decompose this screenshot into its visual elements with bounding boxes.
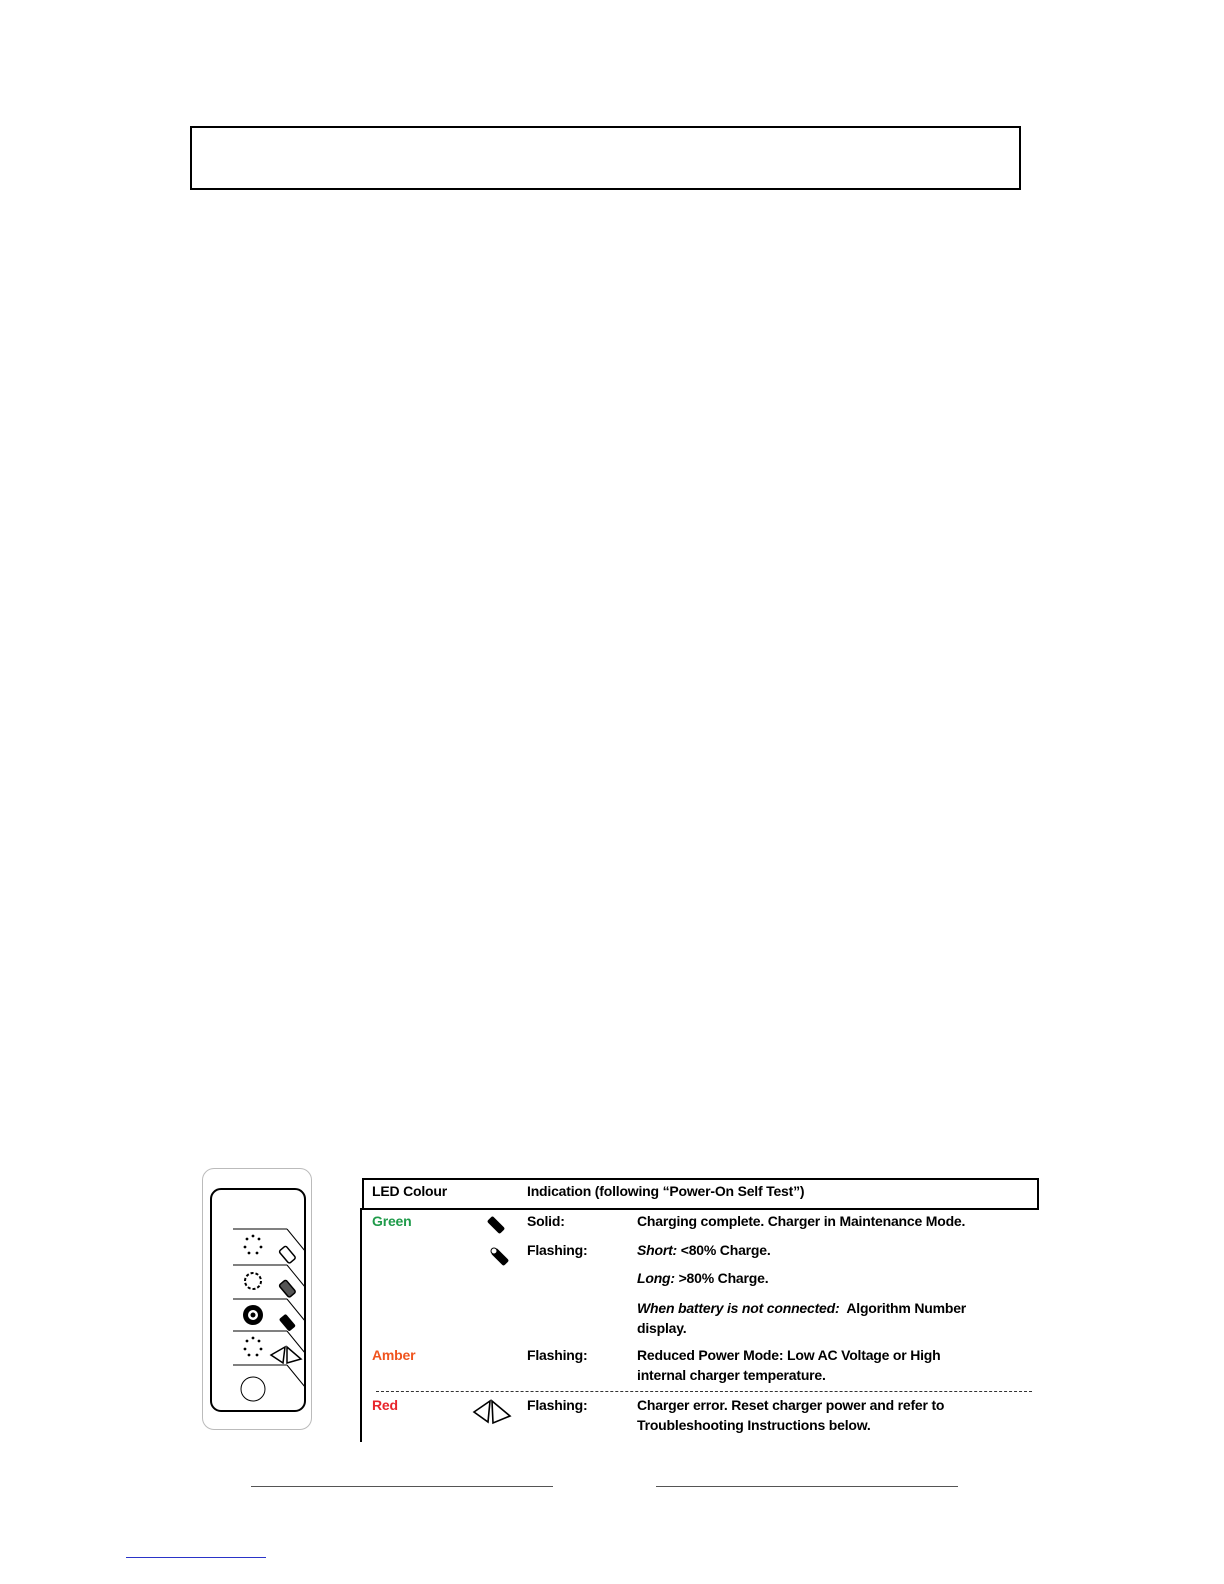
charger-led-panel — [202, 1168, 312, 1430]
battery-solid-icon — [484, 1214, 510, 1236]
amber-text-2: internal charger temperature. — [637, 1367, 826, 1383]
green-nobatt-line — [637, 1298, 966, 1318]
led-colour-red: Red — [372, 1397, 398, 1413]
amber-mode: Flashing: — [527, 1347, 588, 1363]
footer-rule-right — [656, 1486, 958, 1487]
green-long-line — [637, 1268, 768, 1288]
header-led-colour: LED Colour — [372, 1183, 447, 1199]
header-indication: Indication (following “Power-On Self Test”) — [527, 1183, 805, 1199]
short-label: Short: — [637, 1242, 678, 1258]
red-text-2: Troubleshooting Instructions below. — [637, 1417, 871, 1433]
nobatt-text: Algorithm Number — [846, 1300, 967, 1316]
footer-link-rule — [126, 1557, 266, 1558]
red-text-1: Charger error. Reset charger power and refer to — [637, 1397, 945, 1413]
led-colour-green: Green — [372, 1213, 412, 1229]
row-divider-dashed — [376, 1391, 1032, 1392]
footer-rule-left — [251, 1486, 553, 1487]
green-solid-text: Charging complete. Charger in Maintenance Mode. — [637, 1213, 966, 1229]
green-solid-mode: Solid: — [527, 1213, 565, 1229]
amber-text-1: Reduced Power Mode: Low AC Voltage or High — [637, 1347, 941, 1363]
charger-led-panel-icon — [203, 1169, 313, 1431]
header-box — [190, 126, 1021, 190]
green-nobatt-line2: display. — [637, 1320, 687, 1336]
green-flash-mode: Flashing: — [527, 1242, 588, 1258]
battery-flashing-icon — [487, 1244, 513, 1270]
led-table-left-rule — [360, 1208, 362, 1442]
long-label: Long: — [637, 1270, 675, 1286]
short-text: <80% Charge. — [680, 1242, 771, 1258]
warning-triangles-icon — [472, 1398, 514, 1426]
nobatt-label: When battery is not connected: — [637, 1300, 840, 1316]
long-text: >80% Charge. — [678, 1270, 769, 1286]
led-colour-amber: Amber — [372, 1347, 416, 1363]
green-short-line — [637, 1240, 771, 1260]
red-mode: Flashing: — [527, 1397, 588, 1413]
